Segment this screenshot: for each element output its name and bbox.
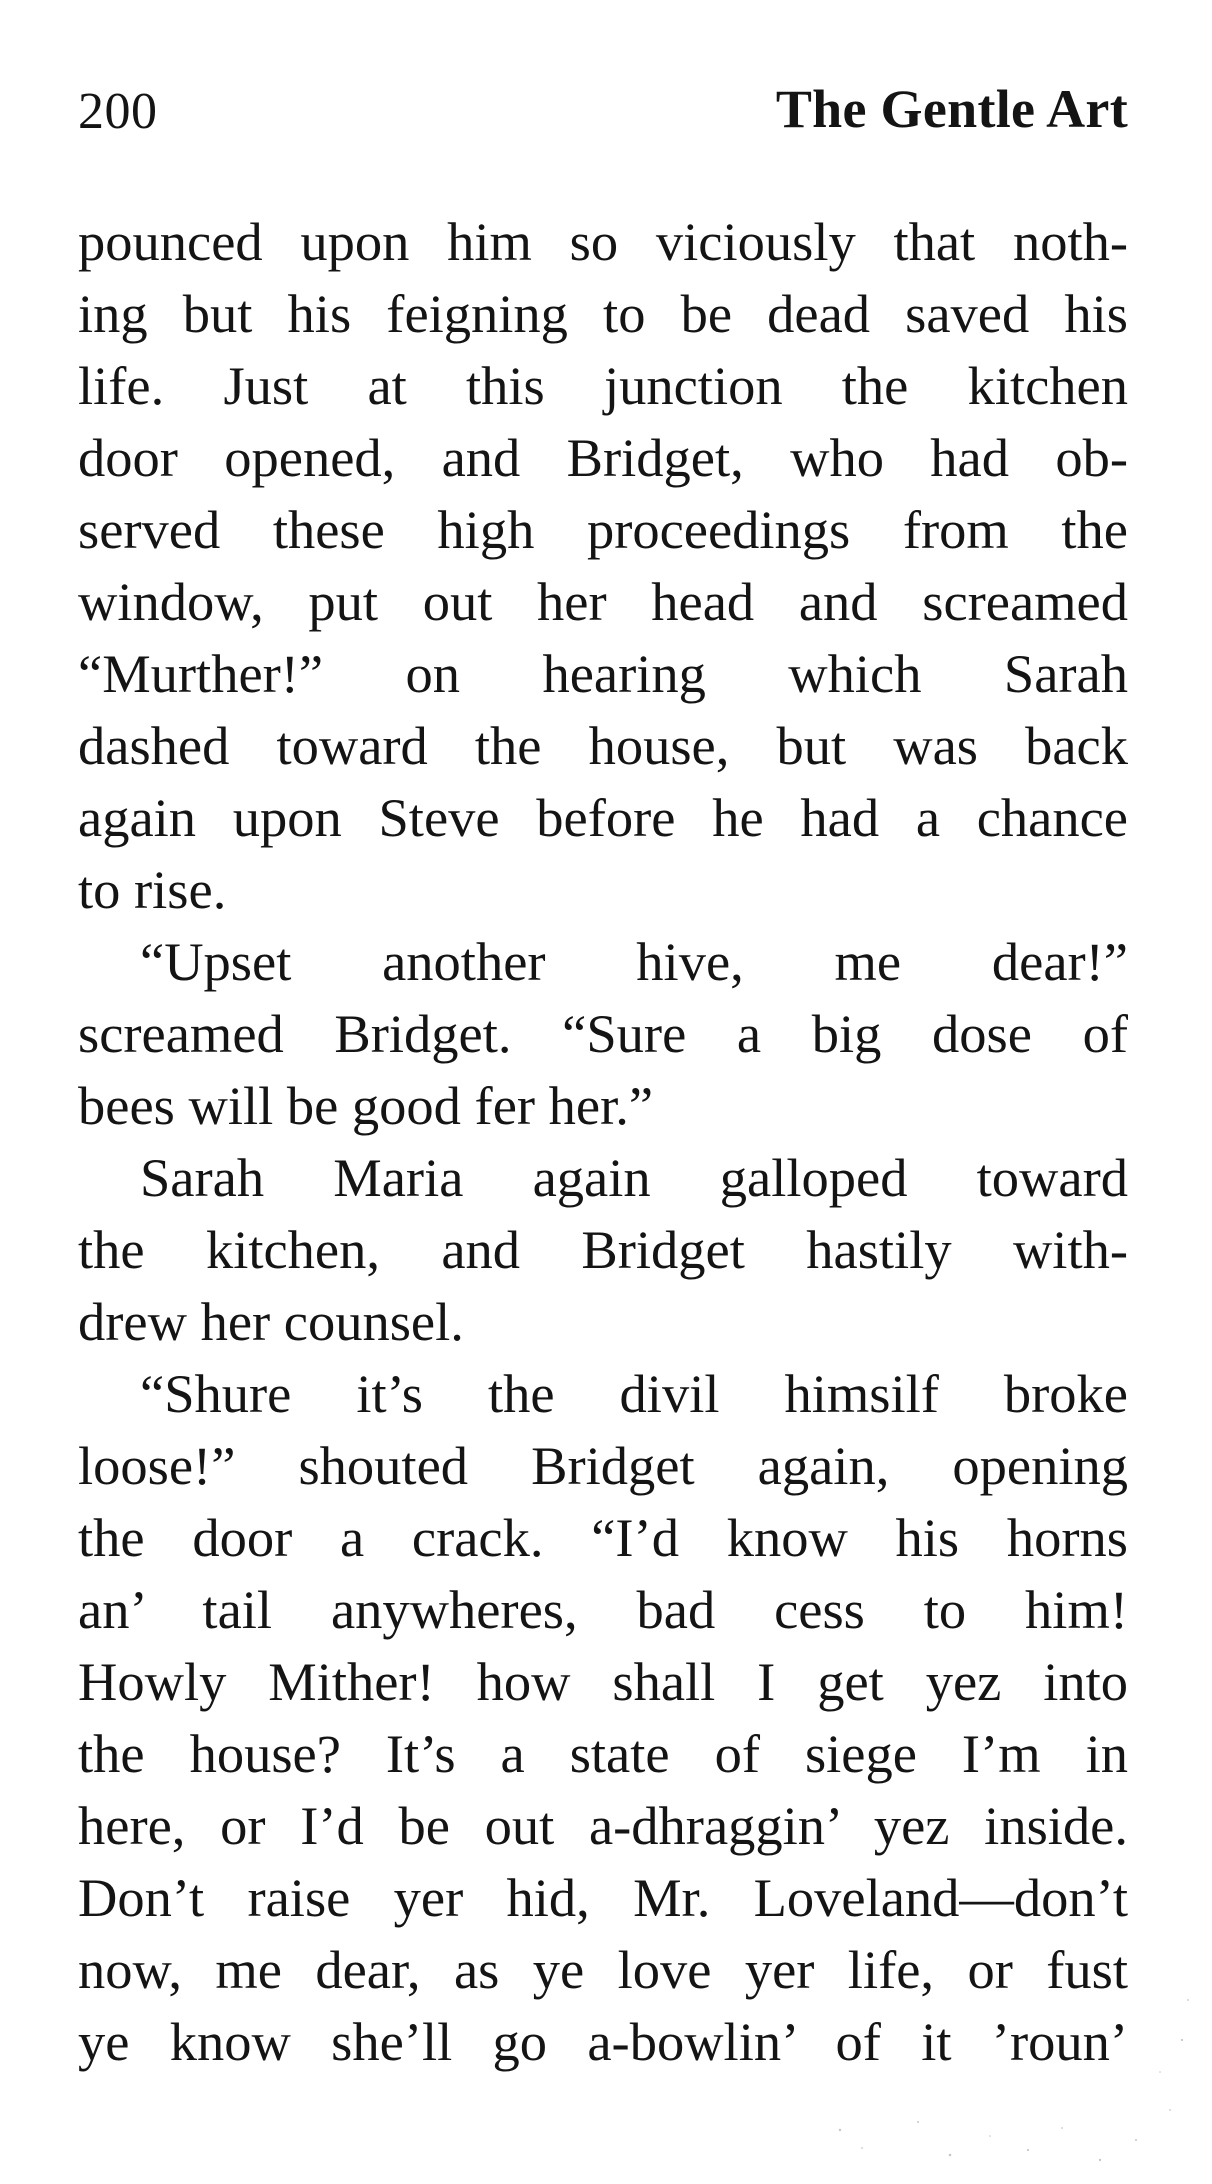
text-line: door opened, and Bridget, who had ob- — [78, 427, 1128, 488]
text-line: window, put out her head and screamed — [78, 571, 1128, 632]
text-line: life. Just at this junction the kitchen — [78, 355, 1128, 416]
text-line: an’ tail anywheres, bad cess to him! — [78, 1579, 1128, 1640]
text-line: again upon Steve before he had a chance — [78, 787, 1128, 848]
text-line: screamed Bridget. “Sure a big dose of — [78, 1003, 1128, 1064]
text-line: to rise. — [78, 859, 227, 920]
page-body-text — [78, 206, 1128, 2078]
text-line: “Murther!” on hearing which Sarah — [78, 643, 1128, 704]
text-line: bees will be good fer her.” — [78, 1075, 654, 1136]
text-line: Sarah Maria again galloped toward — [140, 1147, 1128, 1208]
text-line: ye know she’ll go a-bowlin’ of it ’roun’ — [78, 2011, 1128, 2072]
text-line: “Shure it’s the divil himsilf broke — [140, 1363, 1128, 1424]
page-number: 200 — [78, 83, 158, 140]
text-line: here, or I’d be out a-dhraggin’ yez inside. — [78, 1795, 1128, 1856]
text-line: now, me dear, as ye love yer life, or fust — [78, 1939, 1128, 2000]
text-line: Howly Mither! how shall I get yez into — [78, 1651, 1128, 1712]
text-line: drew her counsel. — [78, 1291, 464, 1352]
text-line: dashed toward the house, but was back — [78, 715, 1128, 776]
text-line: pounced upon him so viciously that noth- — [78, 211, 1128, 272]
text-line: “Upset another hive, me dear!” — [140, 931, 1128, 992]
text-line: loose!” shouted Bridget again, opening — [78, 1435, 1128, 1496]
text-line: ing but his feigning to be dead saved his — [78, 283, 1128, 344]
text-line: the kitchen, and Bridget hastily with- — [78, 1219, 1128, 1280]
text-line: Don’t raise yer hid, Mr. Loveland—don’t — [78, 1867, 1128, 1928]
page-header — [78, 79, 1128, 152]
text-line: served these high proceedings from the — [78, 499, 1128, 560]
running-title: The Gentle Art — [775, 79, 1128, 139]
text-line: the house? It’s a state of siege I’m in — [78, 1723, 1128, 1784]
text-line: the door a crack. “I’d know his horns — [78, 1507, 1128, 1568]
